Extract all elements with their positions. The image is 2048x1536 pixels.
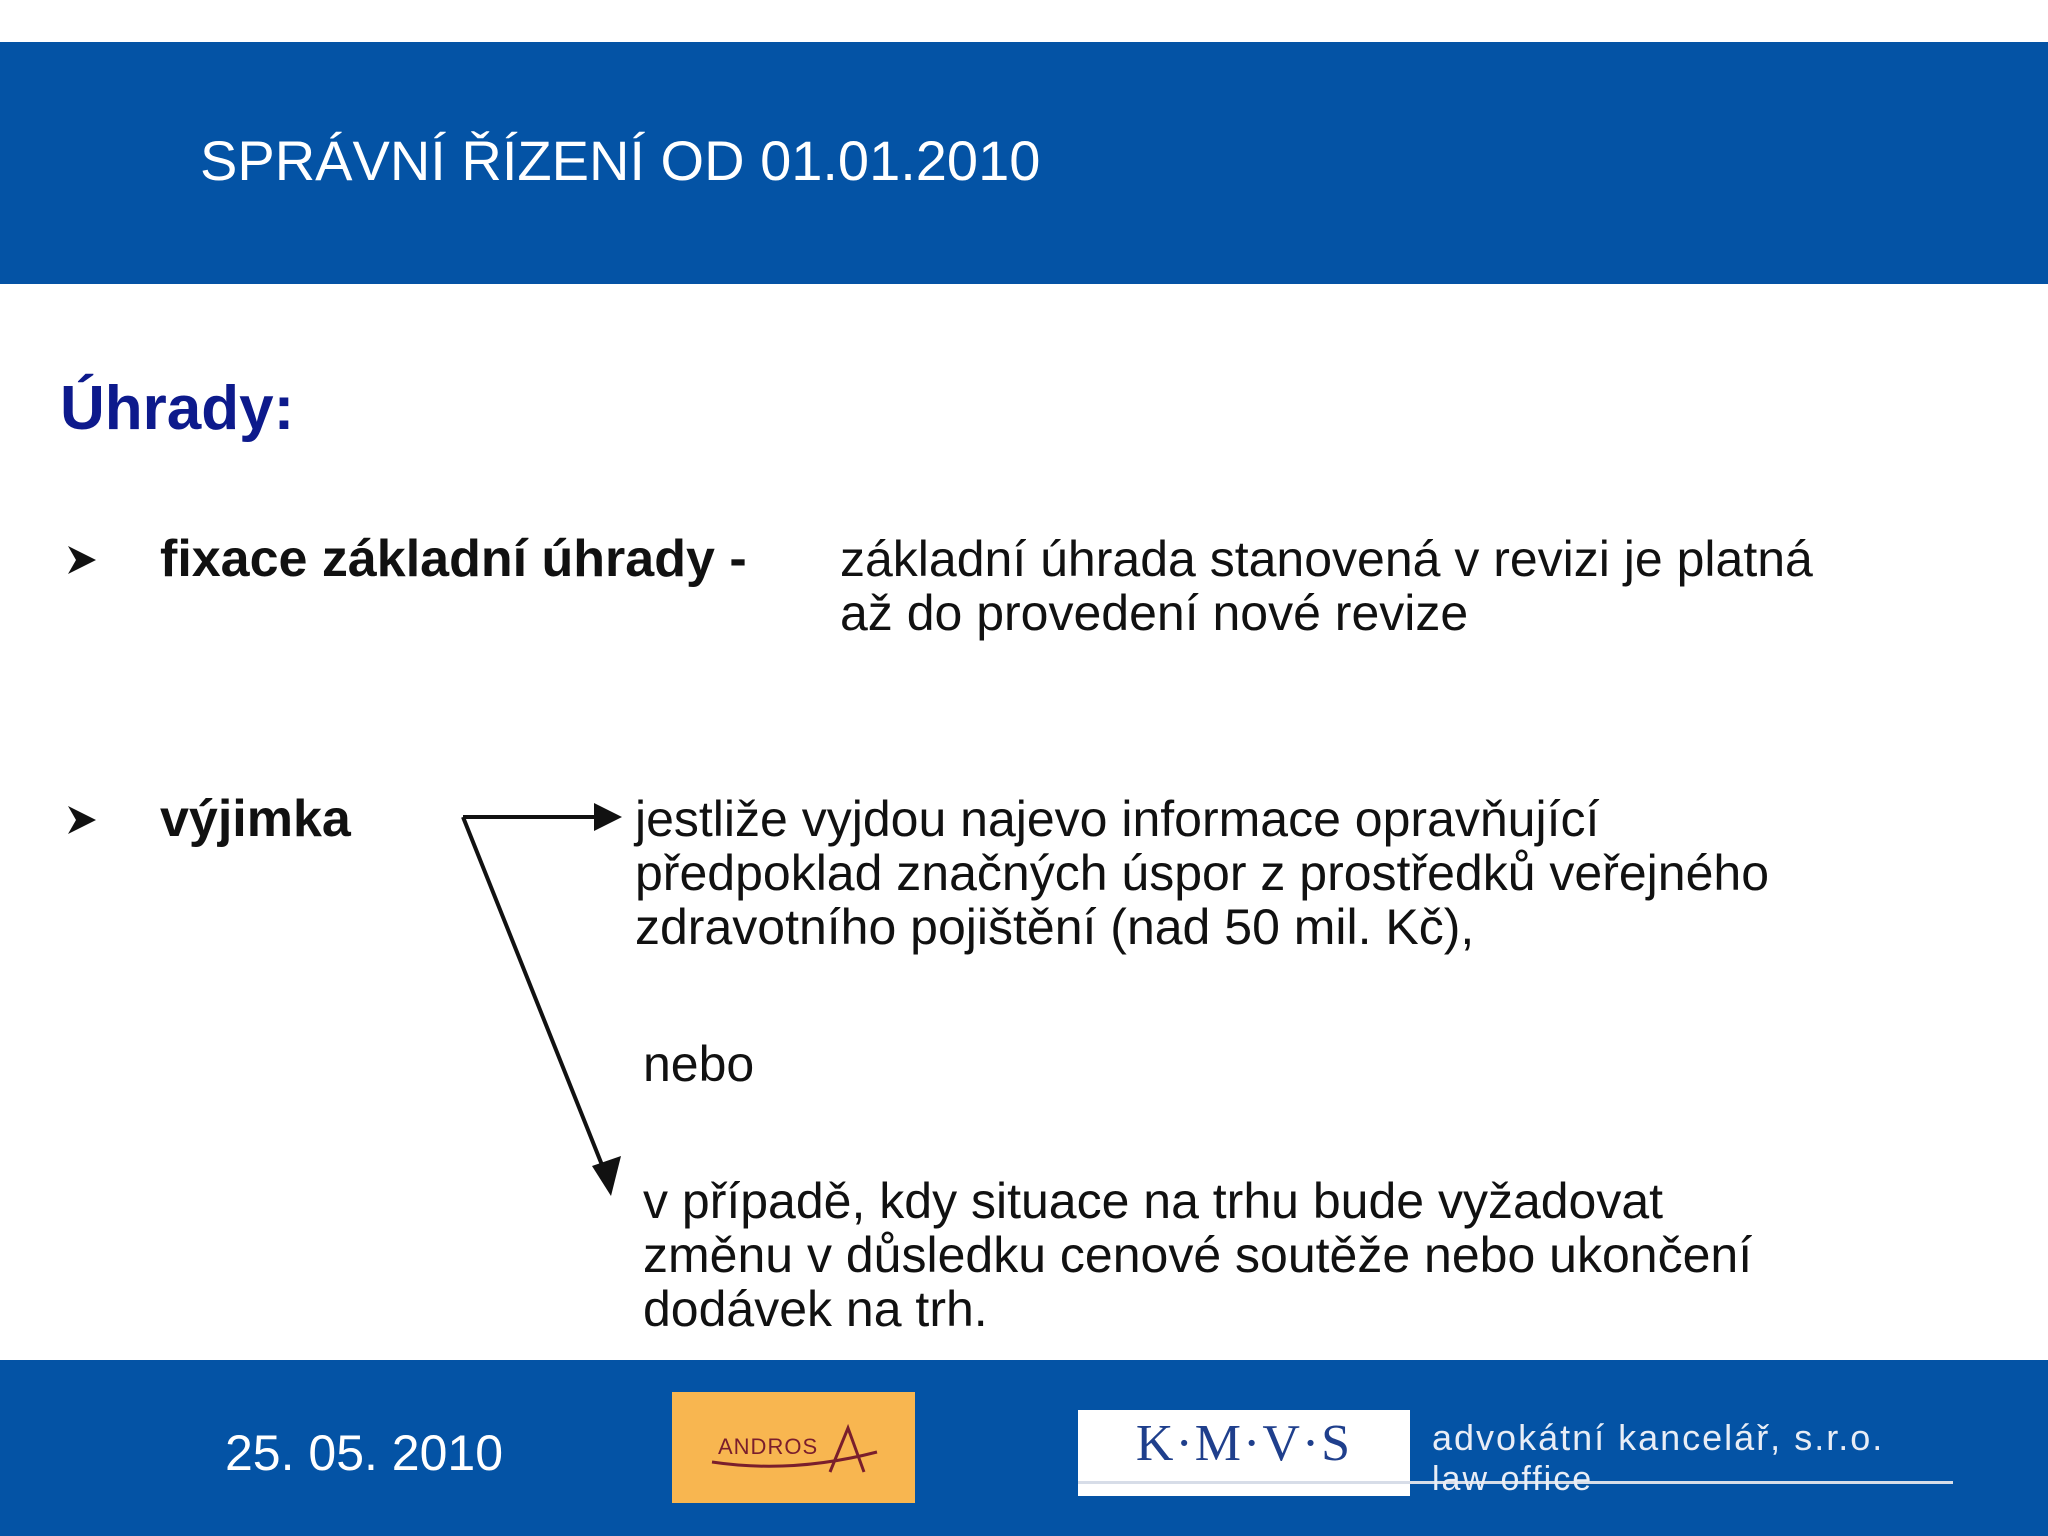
andros-logo-text: ANDROS [718,1434,819,1459]
firm-name: advokátní kancelář, s.r.o. [1432,1417,1885,1458]
arrow-down-line [463,817,604,1170]
term-vyjimka: výjimka [160,790,351,848]
arrowhead-bullet-icon [66,804,98,836]
footer-date: 25. 05. 2010 [225,1425,504,1481]
andros-logo [672,1392,915,1503]
term-fixace: fixace základní úhrady - [160,530,747,588]
fixace-text-line-2: až do provedení nové revize [840,585,1469,641]
branch1-line-2: předpoklad značných úspor z prostředků veřejného [635,845,1770,901]
arrow-right-head-icon [594,803,622,831]
slide-title: SPRÁVNÍ ŘÍZENÍ OD 01.01.2010 [200,129,1041,192]
arrowhead-bullet-icon [66,544,98,576]
branch1-line-1: jestliže vyjdou najevo informace opravňující [635,791,1600,847]
fixace-text-line-1: základní úhrada stanovená v revizi je platná [840,531,1813,587]
andros-swoosh-icon [672,1392,915,1503]
kmvs-logo-letters: K·M·V·S [1135,1415,1353,1472]
branch2-line-1: v případě, kdy situace na trhu bude vyžadovat [643,1173,1664,1229]
arrow-down-head-icon [592,1156,621,1196]
branch2-line-3: dodávek na trh. [643,1281,988,1337]
branch1-line-3: zdravotního pojištění (nad 50 mil. Kč), [635,899,1475,955]
section-heading: Úhrady: [60,374,295,443]
firm-subtitle: law office [1432,1460,1594,1498]
connector-text: nebo [643,1036,755,1092]
branch2-line-2: změnu v důsledku cenové soutěže nebo ukončení [643,1227,1753,1283]
